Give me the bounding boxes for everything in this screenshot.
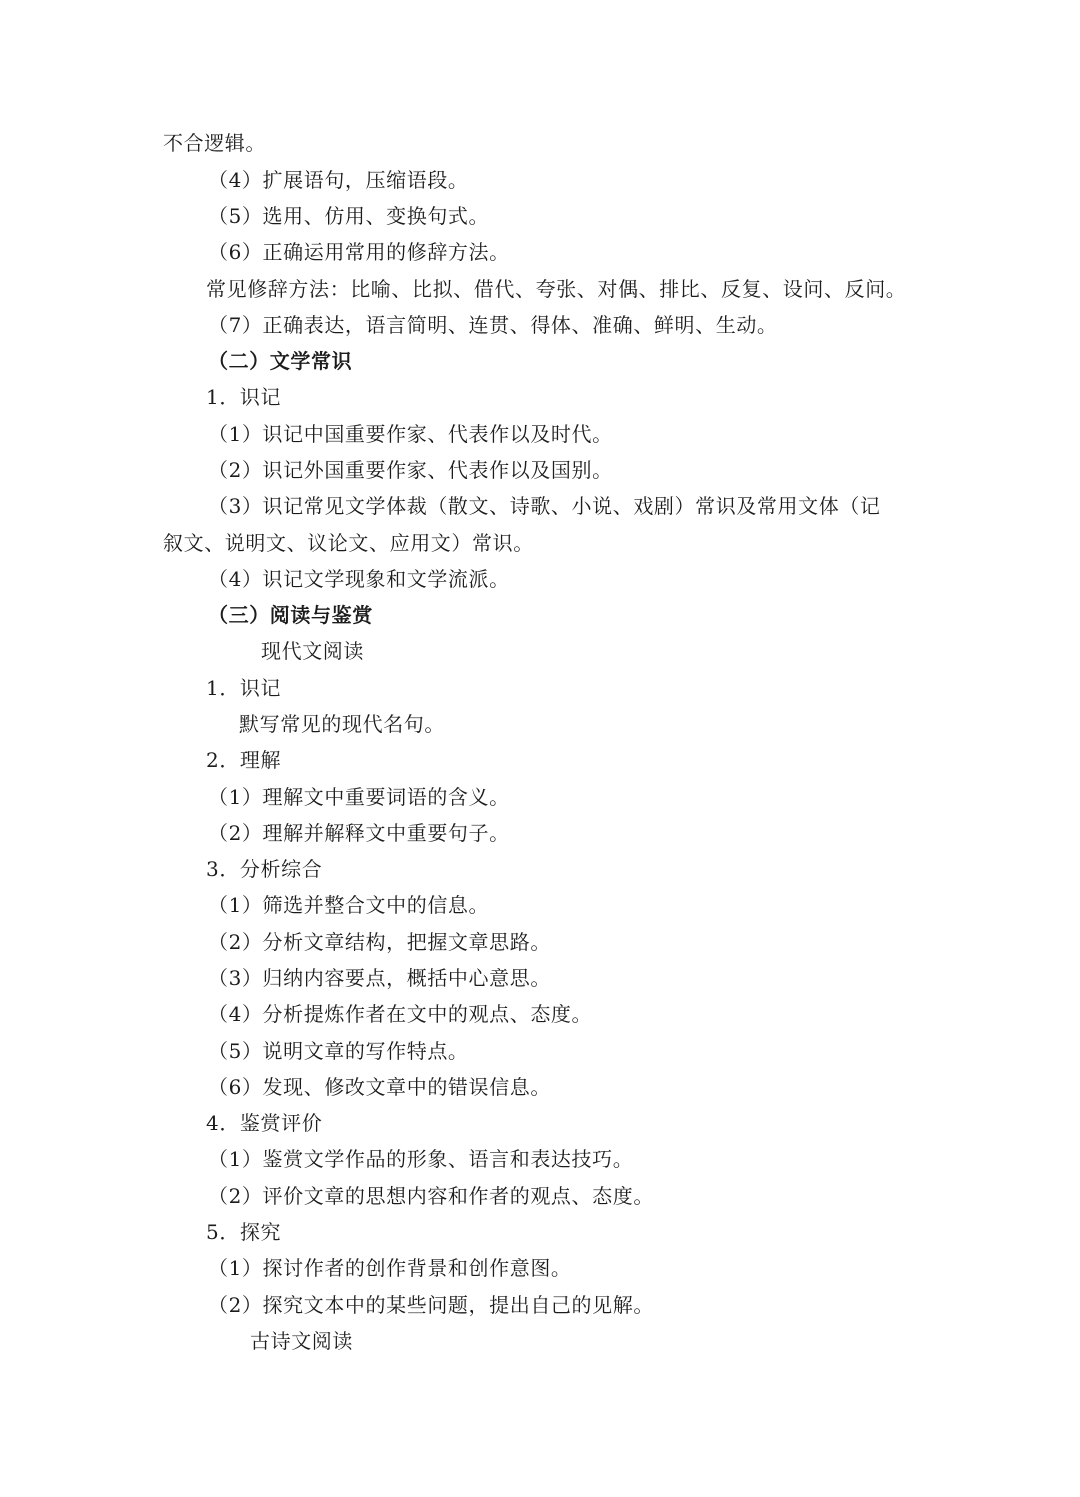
list-item: （5）选用、仿用、变换句式。 xyxy=(208,204,490,228)
section-heading: （二）文学常识 xyxy=(208,349,353,373)
subsection-heading: 1．识记 xyxy=(206,676,282,700)
subsection-heading: 古诗文阅读 xyxy=(250,1329,353,1353)
list-item: （1）筛选并整合文中的信息。 xyxy=(208,893,490,917)
subsection-heading: 现代文阅读 xyxy=(261,639,364,663)
list-item: （2）分析文章结构，把握文章思路。 xyxy=(208,930,551,954)
section-heading: （三）阅读与鉴赏 xyxy=(208,603,373,627)
list-item: （7）正确表达，语言简明、连贯、得体、准确、鲜明、生动。 xyxy=(208,313,778,337)
list-item: （4）识记文学现象和文学流派。 xyxy=(208,567,510,591)
subsection-heading: 1．识记 xyxy=(206,385,282,409)
list-item: （1）识记中国重要作家、代表作以及时代。 xyxy=(208,422,613,446)
text-line: 常见修辞方法：比喻、比拟、借代、夸张、对偶、排比、反复、设问、反问。 xyxy=(206,277,907,301)
text-line: 不合逻辑。 xyxy=(163,131,266,155)
list-item: （3）归纳内容要点，概括中心意思。 xyxy=(208,966,551,990)
subsection-heading: 4．鉴赏评价 xyxy=(206,1111,323,1135)
text-line: 默写常见的现代名句。 xyxy=(239,712,445,736)
subsection-heading: 2．理解 xyxy=(206,748,282,772)
list-item: （2）理解并解释文中重要句子。 xyxy=(208,821,510,845)
list-item: （1）探讨作者的创作背景和创作意图。 xyxy=(208,1256,572,1280)
subsection-heading: 5．探究 xyxy=(206,1220,282,1244)
list-item: （2）评价文章的思想内容和作者的观点、态度。 xyxy=(208,1184,654,1208)
list-item: （4）扩展语句，压缩语段。 xyxy=(208,168,469,192)
list-item: （2）识记外国重要作家、代表作以及国别。 xyxy=(208,458,613,482)
list-item: （6）正确运用常用的修辞方法。 xyxy=(208,240,510,264)
text-line: 叙文、说明文、议论文、应用文）常识。 xyxy=(163,531,534,555)
list-item: （3）识记常见文学体裁（散文、诗歌、小说、戏剧）常识及常用文体（记 xyxy=(208,494,881,518)
list-item: （1）鉴赏文学作品的形象、语言和表达技巧。 xyxy=(208,1147,634,1171)
subsection-heading: 3．分析综合 xyxy=(206,857,323,881)
list-item: （4）分析提炼作者在文中的观点、态度。 xyxy=(208,1002,593,1026)
list-item: （2）探究文本中的某些问题，提出自己的见解。 xyxy=(208,1293,654,1317)
list-item: （1）理解文中重要词语的含义。 xyxy=(208,785,510,809)
list-item: （5）说明文章的写作特点。 xyxy=(208,1039,469,1063)
list-item: （6）发现、修改文章中的错误信息。 xyxy=(208,1075,551,1099)
